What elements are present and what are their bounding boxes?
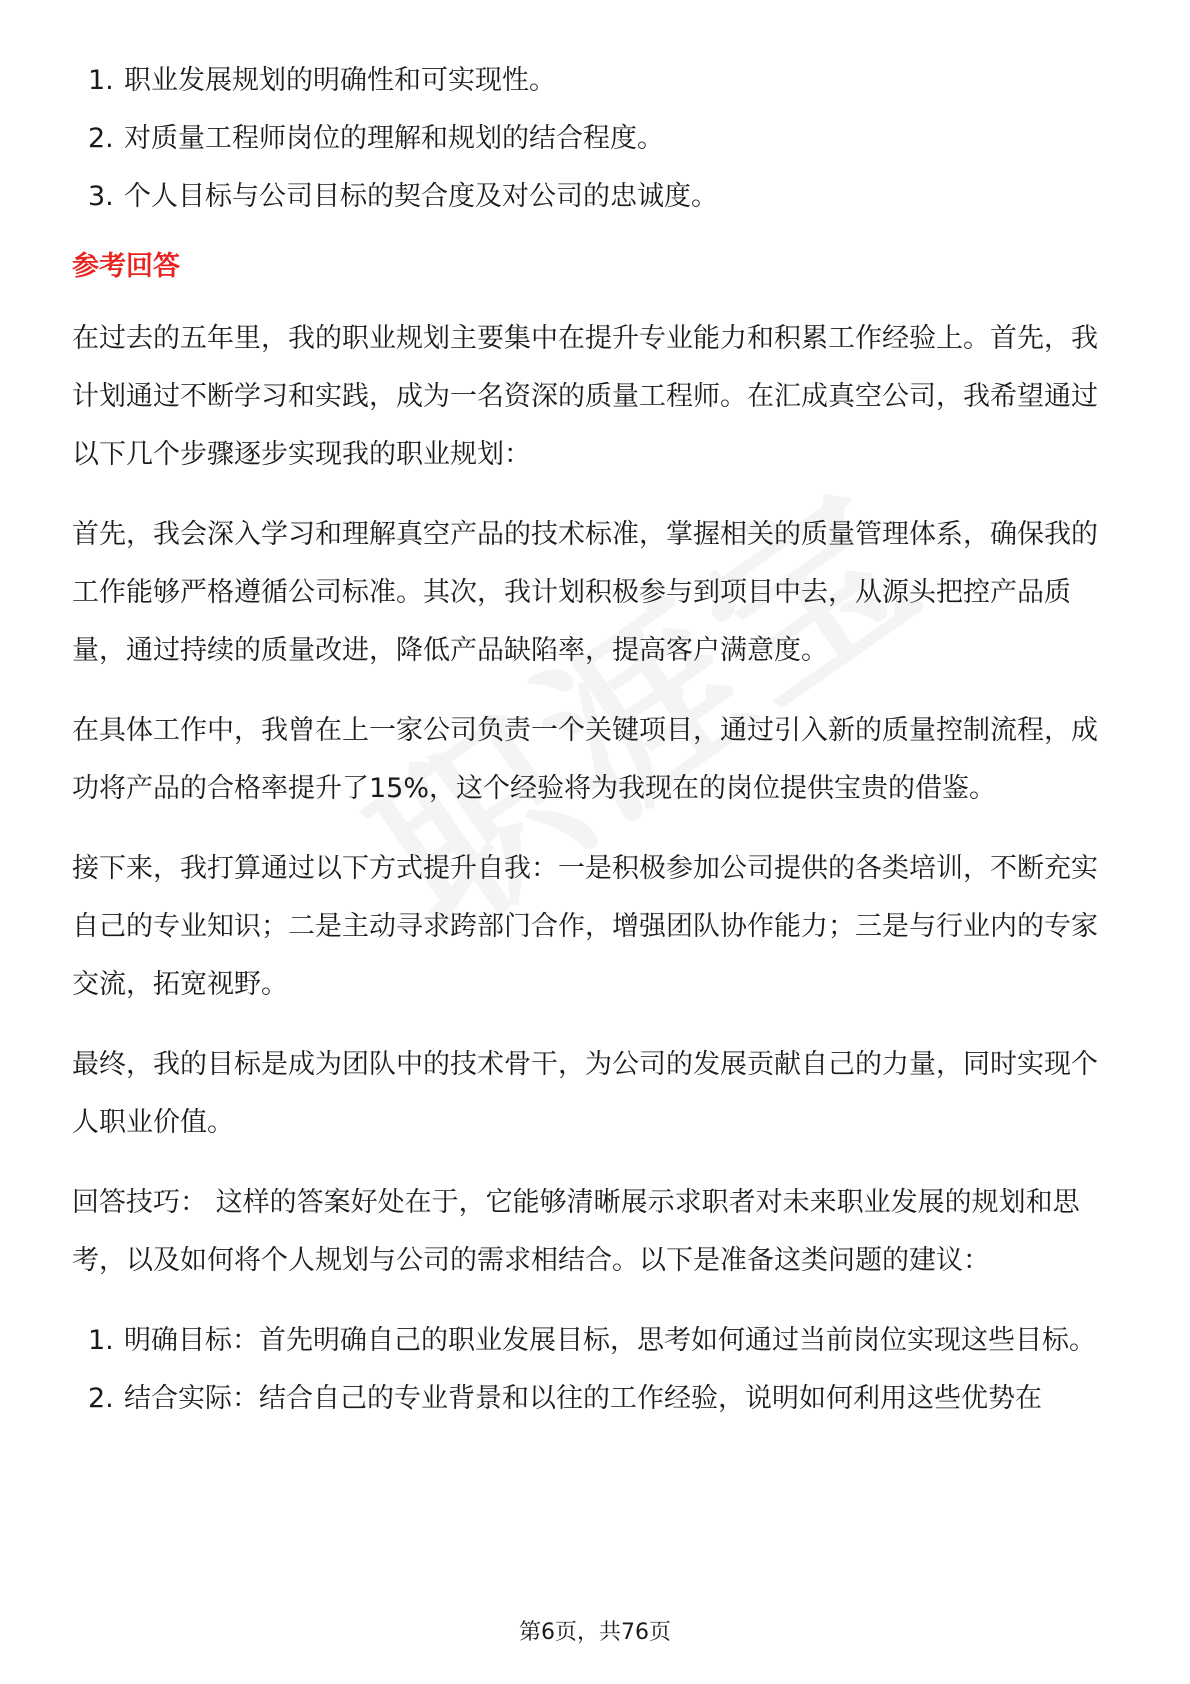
paragraph: 在过去的五年里，我的职业规划主要集中在提升专业能力和积累工作经验上。首先，我计划通过不断学习和实践，成为一名资深的质量工程师。在汇成真空公司，我希望通过以下几个步骤逐步实现我的职业规划： bbox=[72, 323, 1098, 470]
paragraph: 最终，我的目标是成为团队中的技术骨干，为公司的发展贡献自己的力量，同时实现个人职业价值。 bbox=[72, 1049, 1098, 1138]
paragraph: 回答技巧： 这样的答案好处在于，它能够清晰展示求职者对未来职业发展的规划和思考，以及如何将个人规划与公司的需求相结合。以下是准备这类问题的建议： bbox=[72, 1187, 1080, 1276]
tips-list bbox=[72, 1312, 1122, 1428]
page-number: 第6页，共76页 bbox=[519, 1620, 671, 1645]
paragraph: 首先，我会深入学习和理解真空产品的技术标准，掌握相关的质量管理体系，确保我的工作能够严格遵循公司标准。其次，我计划积极参与到项目中去，从源头把控产品质量，通过持续的质量改进，降低产品缺陷率，提高客户满意度。 bbox=[72, 519, 1098, 666]
section-heading: 参考回答 bbox=[72, 251, 180, 282]
list-item: 2. 结合实际：结合自己的专业背景和以往的工作经验，说明如何利用这些优势在 bbox=[88, 1383, 1042, 1414]
list-item: 3. 个人目标与公司目标的契合度及对公司的忠诚度。 bbox=[88, 181, 718, 212]
paragraph: 接下来，我打算通过以下方式提升自我：一是积极参加公司提供的各类培训，不断充实自己的专业知识；二是主动寻求跨部门合作，增强团队协作能力；三是与行业内的专家交流，拓宽视野。 bbox=[72, 853, 1098, 1000]
list-item: 1. 职业发展规划的明确性和可实现性。 bbox=[88, 65, 556, 96]
list-item: 1. 明确目标：首先明确自己的职业发展目标，思考如何通过当前岗位实现这些目标。 bbox=[88, 1325, 1096, 1356]
criteria-list bbox=[72, 52, 1122, 226]
paragraph: 在具体工作中，我曾在上一家公司负责一个关键项目，通过引入新的质量控制流程，成功将产品的合格率提升了15%，这个经验将为我现在的岗位提供宝贵的借鉴。 bbox=[72, 715, 1098, 804]
list-item: 2. 对质量工程师岗位的理解和规划的结合程度。 bbox=[88, 123, 664, 154]
content bbox=[72, 52, 1122, 1428]
